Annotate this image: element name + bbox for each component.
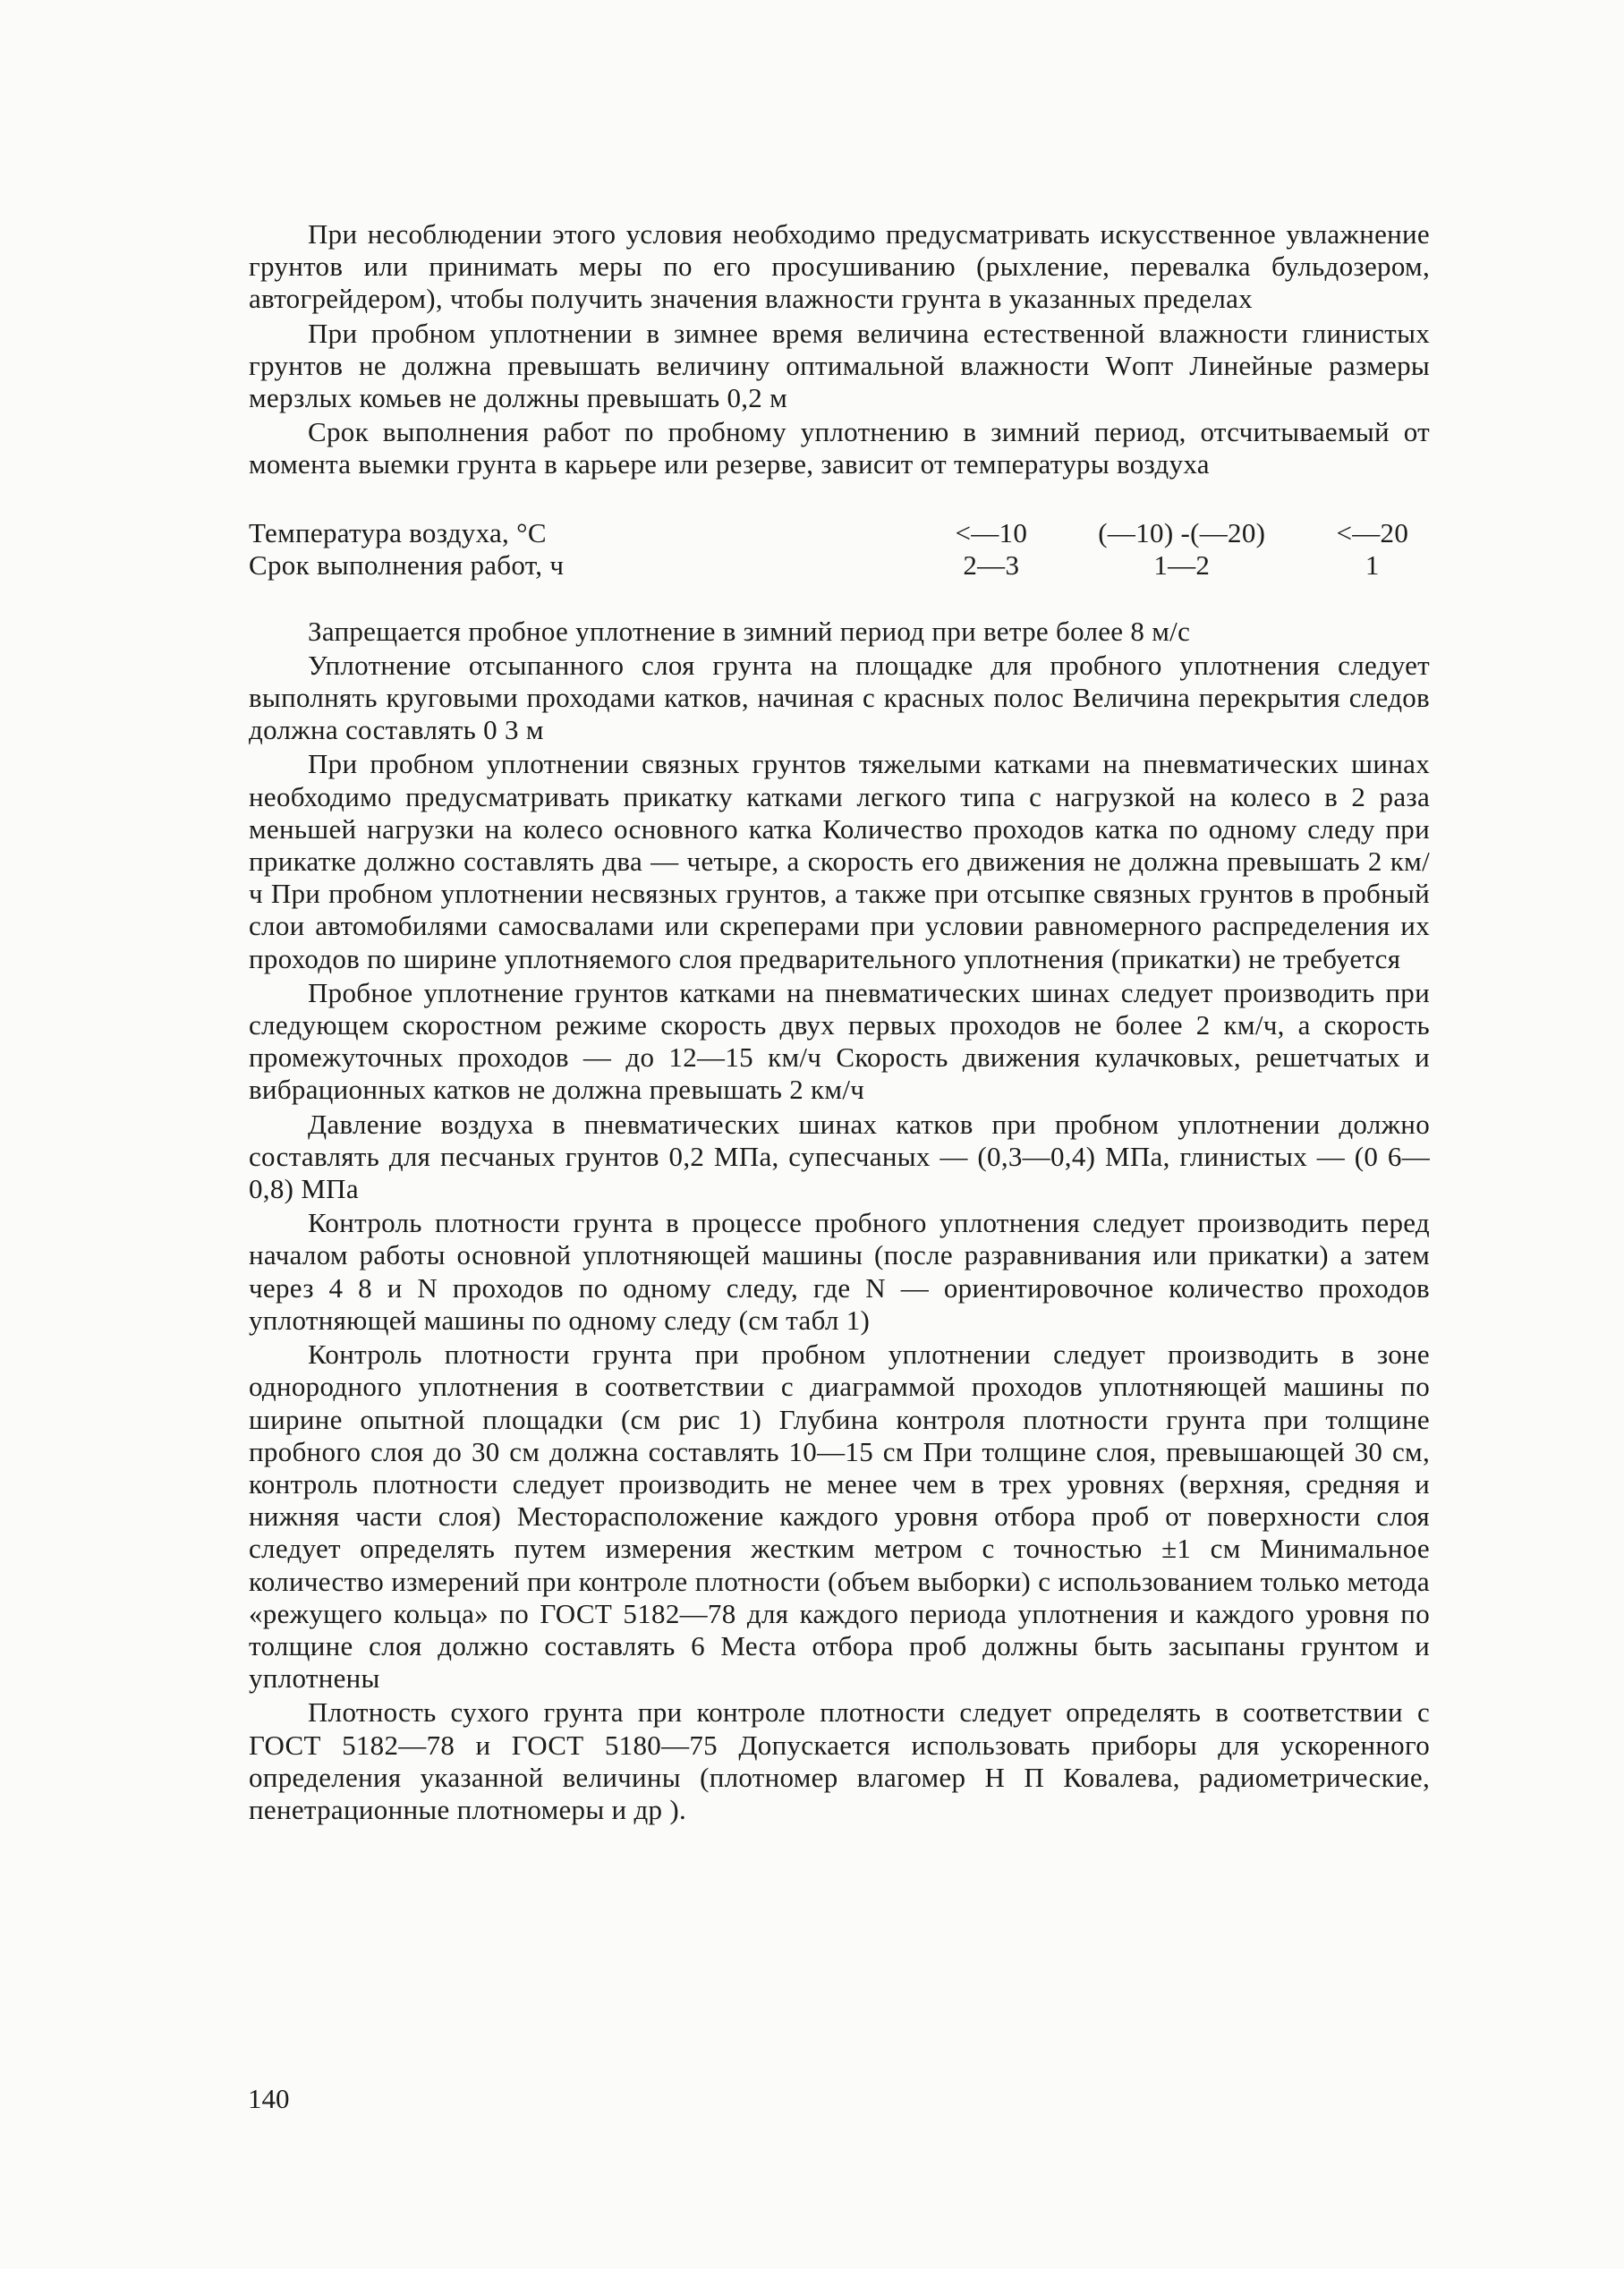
paragraph: Пробное уплотнение грунтов катками на пневматических шинах следует производить при следующем скоростном режиме скорость двух первых проходов не более 2 км/ч, а скорость промежуточных проходов — до 12—15 км/ч Скорость движения кулачковых, решетчатых и вибрационных катков не должна превышать 2 км/ч [249, 976, 1430, 1106]
table-cell-label: Срок выполнения работ, ч [249, 548, 565, 581]
body-text [249, 218, 1430, 1826]
paragraph: При пробном уплотнении связных грунтов тяжелыми катками на пневматических шинах необходимо предусматривать прикатку катками легкого типа с нагрузкой на колесо в 2 раза меньшей нагрузки на колесо основного катка Количество проходов катка по одному следу при прикатке должно составлять два — четыре, а скорость его движения не должна превышать 2 км/ч При пробном уплотнении несвязных грунтов, а также при отсыпке связных грунтов в пробный слои автомобилями самосвалами или скреперами при условии равномерного распределения их проходов по ширине уплотняемого слоя предварительного уплотнения (прикатки) не требуется [249, 748, 1430, 974]
paragraph: Плотность сухого грунта при контроле плотности следует определять в соответствии с ГОСТ 5182—78 и ГОСТ 5180—75 Допускается использовать приборы для ускоренного определения указанной величины (плотномер влагомер Н П Ковалева, радиометрические, пенетрационные плотномеры и др ). [249, 1696, 1430, 1825]
table-cell: <—20 [1336, 516, 1409, 548]
table-row [249, 549, 1430, 582]
paragraph: При пробном уплотнении в зимнее время величина естественной влажности глинистых грунтов не должна превышать величину оптимальной влажности Wопт Линейные размеры мерзлых комьев не должны превышать 0,2 м [249, 317, 1430, 414]
table-cell: (—10) -(—20) [1098, 516, 1266, 548]
paragraph: Контроль плотности грунта при пробном уплотнении следует производить в зоне однородного уплотнения в соответствии с диаграммой проходов уплотняющей машины по ширине опытной площадки (см рис 1) Глубина контроля плотности грунта при толщине пробного слоя до 30 см должна составлять 10—15 см При толщине слоя, превышающей 30 см, контроль плотности следует производить не менее чем в трех уровнях (верхняя, средняя и нижняя части слоя) Месторасположение каждого уровня отбора проб от поверхности слоя следует определять путем измерения жестким метром с точностью ±1 см Минимальное количество измерений при контроле плотности (объем выборки) с использованием только метода «режущего кольца» по ГОСТ 5182—78 для каждого периода уплотнения и каждого уровня по толщине слоя должно составлять 6 Места отбора проб должны быть засыпаны грунтом и уплотнены [249, 1338, 1430, 1695]
table-cell: <—10 [955, 516, 1028, 548]
table-cell: 1—2 [1153, 548, 1211, 581]
page-number: 140 [248, 2083, 290, 2114]
table-cell-label: Температура воздуха, °С [249, 516, 547, 548]
paragraph: Запрещается пробное уплотнение в зимний период при ветре более 8 м/с [308, 615, 1191, 647]
paragraph: Срок выполнения работ по пробному уплотнению в зимний период, отсчитываемый от момента выемки грунта в карьере или резерве, зависит от температуры воздуха [249, 416, 1430, 480]
paragraph: При несоблюдении этого условия необходимо предусматривать искусственное увлажнение грунтов или принимать меры по его просушиванию (рыхление, перевалка бульдозером, автогрейдером), чтобы получить значения влажности грунта в указанных пределах [249, 218, 1430, 315]
table-row [249, 517, 1430, 549]
paragraph: Уплотнение отсыпанного слоя грунта на площадке для пробного уплотнения следует выполнять круговыми проходами катков, начиная с красных полос Величина перекрытия следов должна составлять 0 3 м [249, 649, 1430, 746]
paragraph: Контроль плотности грунта в процессе пробного уплотнения следует производить перед началом работы основной уплотняющей машины (после разравнивания или прикатки) а затем через 4 8 и N проходов по одному следу, где N — ориентировочное количество проходов уплотняющей машины по одному следу (см табл 1) [249, 1207, 1430, 1336]
table-cell: 2—3 [963, 548, 1020, 581]
paragraph: Давление воздуха в пневматических шинах катков при пробном уплотнении должно составлять для песчаных грунтов 0,2 МПа, супесчаных — (0,3—0,4) МПа, глинистых — (0 6—0,8) МПа [249, 1108, 1430, 1205]
temperature-table [249, 517, 1430, 582]
table-cell: 1 [1365, 548, 1380, 581]
